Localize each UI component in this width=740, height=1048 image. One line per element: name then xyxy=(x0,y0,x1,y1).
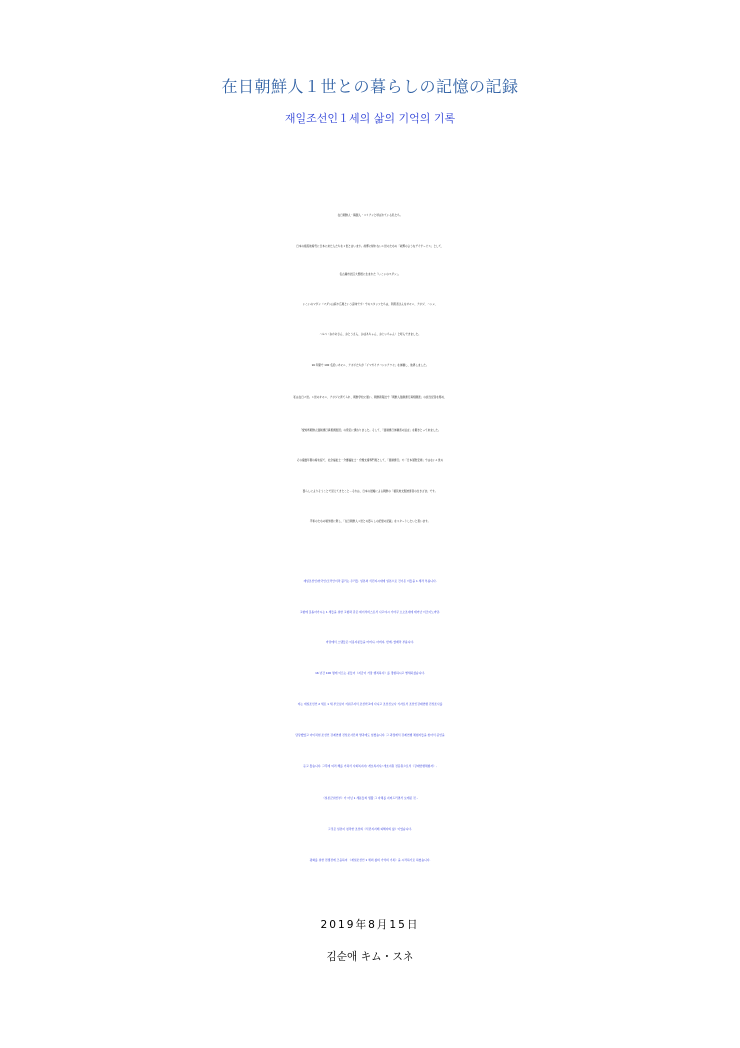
korean-line-10: 평화를 위한 전쟁전에 즈음하여 《재일조선인 1 세의 삶의 기억의 기록》을 시작하기로 하였습니다. xyxy=(309,858,431,862)
korean-line-3: 마당에서 스탭들은 이용자분들을 어머니, 아버지, 함매, 할배라 부릅니다. xyxy=(325,640,415,644)
japanese-line-1: 在日朝鮮人・韓国人・コリアンと呼ばれている私たち。 xyxy=(337,214,403,217)
japanese-line-2: 日本の植民地時代に日本に来た人たちを１世と言います。故郷に帰れない１世のための「故郷のようなデイサービス」として、 xyxy=(296,245,444,248)
author-name: 김순애 キム・スネ xyxy=(326,951,414,963)
korean-line-4: 16 년간 100 명에 이르는 분들이《지금이 가장 행복하다》를 경험하시고 별세하셨습니다. xyxy=(315,671,425,675)
korean-line-6: 담당했었고 아이치현 조선인 강제연행 진상조사단의 발족에도 힘썼습니다. 그 과정에서 강제연행 체험자들을 찾아서 증언을 xyxy=(295,733,445,737)
japanese-line-8: 「愛知県朝鮮人強制連行真相調査団」の発足に携わりました。そして、「強制連行体験者の証言」を聴きとって来ました。 xyxy=(299,429,441,432)
korean-line-1: 재일조선인/한국인/코리안이라 불리는 우리들. 일본의 식민지시대에 일본으로 건너온 이들을 1 세라 부릅니다. xyxy=(303,579,437,583)
japanese-line-9: その後数年間の時を経て、社会福祉士・介護福祉士・介護支援専門員として、「強制連行」や「日本軍慰安婦」ではない１世の xyxy=(296,459,444,462)
japanese-line-10: 暮らしによりそうことで見えてきたこと－それは、日本の侵略による朝鮮の「植民地支配被害者の生きざま」です。 xyxy=(302,490,438,493)
korean-line-9: 그것은 일본이 침략한 조선의《식민지지배 피해자의 삶》이었습니다. xyxy=(328,827,412,831)
japanese-line-3: 名古屋市北区大曽根に生まれた「いこいのマダン」。 xyxy=(339,273,401,276)
japanese-line-11: 平和のための戦争展に際し、｢在日朝鮮人１世との暮らしの記憶の記録」をスタートしたいと思います。 xyxy=(309,520,431,523)
title-japanese: 在日朝鮮人１世との暮らしの記憶の記録 xyxy=(221,77,519,96)
korean-line-8: 《일본군위안부》가 아닌 1 세분들의 생활 그 자체를 지켜드리면서 보게된 것 – xyxy=(321,796,418,800)
document-date: 2019年8月15日 xyxy=(320,919,420,931)
korean-line-2: 고향에 못돌아가시는 1 세들을 위한 고향과 같은 데이서비스로서 나고야시 기타쿠 오오조네에 태어난 이코이노마당. xyxy=(299,610,441,614)
japanese-line-7: 私は在日２世。１世のオモニ、アボジに育てられ、朝鮮学校に通い、朝鮮新報社で「朝鮮人強制連行真相調査」の担当記者を務め、 xyxy=(293,396,447,399)
korean-line-5: 저는 재일조선인 2 세로 1 세 부모님이 키워주셔서 조선학교에 다니고 조선신보사 기자로서 조선인강제연행 진상조사를 xyxy=(297,702,443,706)
japanese-line-6: 16 年間で 100 名近いオモニ、アボジたちが「イマガイチバンシアワセ」を体験し、他界しました。 xyxy=(311,364,429,367)
korean-line-7: 듣고 왔습니다. 그후에 여러 해를 거쳐서 사회복지사/ 개호복지사/ 개호지원 전문원으로서《강제연행체험자》, xyxy=(303,764,437,768)
japanese-line-4: いこいのマダン（マダンは庭や広場という意味です）でのスタッフたちは、利用者さんをオモニ、アボジ、ハンメ、 xyxy=(302,303,438,306)
title-korean: 재일조선인１세의 삶의 기억의 기록 xyxy=(284,112,456,125)
japanese-line-5: ハルベ（おかあさん、おとうさん、おばあちゃん、おじいちゃん）と呼んできました。 xyxy=(319,333,421,336)
